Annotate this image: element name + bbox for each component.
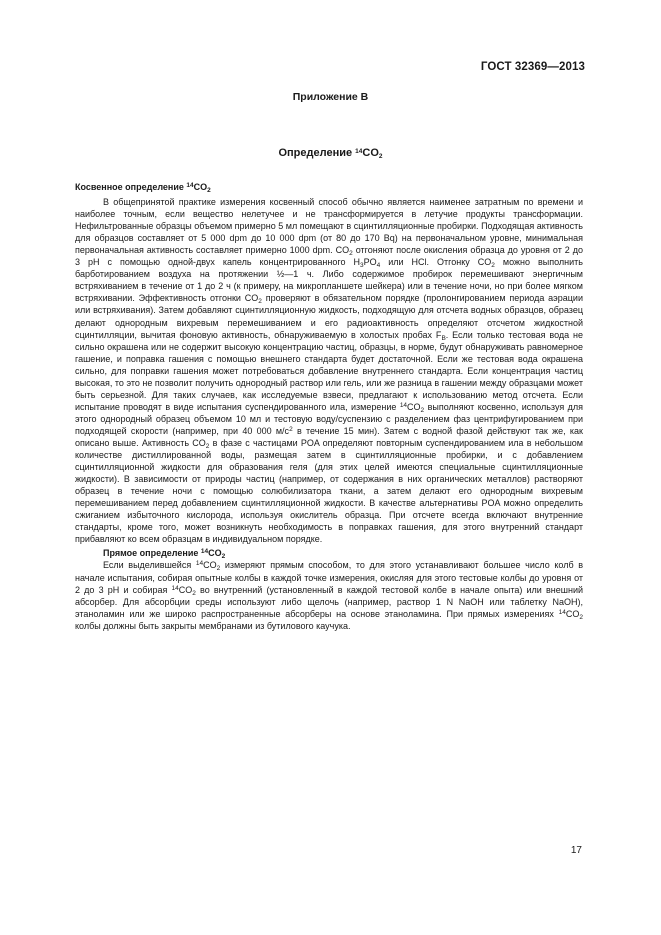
text-run: или HCl. Отгонку CO: [380, 257, 492, 268]
text-run: В общепринятой практике измерения косвенный способ обычно является наименее затратным по времени и наиболее точным, если вещество нелетучее и не трансформируется в летучие продукты трансформации. Нефильтрованные образцы объемом примерно 5 мл помещают в сцинтилляционные пробирки. Подходящая активность для образцов составляет от 5 000 dpm до 10 000 dpm (от 80 до 170 Bq) на первоначальном уровне, минимальная первоначальная активность составляет примерно 1000 dpm. CO: [75, 197, 583, 256]
section-title: [0, 147, 661, 159]
text-run: проверяют в обязательном порядке (пролонгированием периода аэрации или встряхивания). Затем добавляют сцинтилляционную жидкость, подходящую для отсчета водных образцов, образец делают однородным вихревым перемешиванием и его радиоактивность определяют отсчетом жидкостной сцинтилляции, вычитая фоновую активность, обнаруживаемую в холостых пробах F: [75, 293, 583, 340]
subscript: 2: [349, 250, 353, 258]
standard-code: ГОСТ 32369—2013: [480, 61, 585, 73]
title-formula: CO: [362, 147, 379, 159]
formula: CO: [203, 560, 217, 571]
indirect-heading-subscript: 2: [207, 187, 211, 194]
document-body: [75, 181, 583, 632]
isotope-superscript: 14: [195, 560, 204, 568]
text-run: выполняют косвенно, используя для этого однородный образец объемом 10 мл и тестовую воду/суспензию с разделением фаз центрифугированием при подходящей скорости (например, при 40 000 м/с: [75, 401, 584, 436]
subscript: 2: [205, 442, 210, 450]
direct-heading: [75, 547, 583, 559]
text-run: отгоняют после окисления образца до уровня от 2 до 3 pH с помощью одной-двух капель концентрированного H: [75, 245, 583, 268]
title-isotope: 14: [355, 148, 363, 155]
text-run: PO: [363, 257, 377, 268]
indirect-heading-formula: CO: [193, 182, 208, 192]
subscript: 2: [491, 262, 495, 270]
subscript: 3: [359, 262, 364, 270]
text-run: измеряют прямым способом, то для этого устанавливают большее число колб в начале испытания, собирая опытные колбы в каждой точке измерения, окисляя для этого тестовые колбы до уровня от 2 до 3 pH и собирая: [75, 560, 584, 595]
indirect-heading: [75, 181, 583, 193]
text-run: Если выделившейся: [103, 560, 196, 571]
subscript: 2: [579, 613, 583, 621]
direct-heading-text: Прямое определение: [103, 548, 201, 559]
indirect-heading-text: Косвенное определение: [75, 182, 187, 192]
formula: CO: [565, 608, 580, 619]
text-run: в течение 15 мин). Затем с водной фазой действуют так же, как описано выше. Активность CO: [75, 425, 583, 448]
title-text: Определение: [278, 147, 356, 159]
subscript: 2: [216, 565, 221, 573]
direct-heading-subscript: 2: [221, 553, 226, 561]
indirect-heading-isotope: 14: [186, 182, 194, 189]
indirect-paragraph: [75, 196, 583, 545]
isotope-superscript: 14: [171, 584, 179, 592]
page-number: 17: [570, 845, 582, 856]
appendix-label: Приложение В: [292, 91, 369, 103]
text-run: . Если только тестовая вода не сильно окрашена или не содержит высокую концентрацию частиц, образцы, в норме, будут обнаруживать равномерное гашение, и поправка гашения с помощью внешнего стандарта будет достаточной. Если же тестовая вода окрашена сильно, для поправки гашения может потребоваться добавление внутреннего стандарта. Если концентрация частиц высокая, то это не позволит получить однородный раствор или гель, или же разница в гашении между образцами может быть серьезной. Для таких случаев, как исследуемые взвеси, предлагают к использованию метод отсчета. Если испытание проводят в виде испытания суспендированного ила, измерение: [75, 329, 583, 412]
subscript: 2: [192, 589, 196, 597]
formula: CO: [407, 401, 421, 412]
direct-heading-formula: CO: [208, 548, 222, 559]
subscript: 2: [420, 406, 425, 414]
text-run: колбы должны быть закрыты мембранами из бутилового каучука.: [75, 620, 351, 631]
subscript: 2: [258, 298, 262, 306]
direct-heading-isotope: 14: [200, 548, 209, 556]
isotope-superscript: 14: [558, 608, 566, 616]
subscript: B: [441, 334, 446, 342]
superscript: 2: [289, 425, 293, 433]
direct-paragraph: [75, 559, 583, 631]
text-run: во внутренний (установленный в каждой тестовой колбе в начале опыта) или внешний абсорбер. Для абсорбции среды используют либо щелочь (например, раствор 1 N NaOH или таблетку NaOH), этаноламин или же широко распространенные абсорберы на основе этаноламина. При прямых измерениях: [75, 584, 584, 619]
title-subscript: 2: [378, 153, 383, 160]
text-run: можно выполнить барботированием воздуха на протяжении ½—1 ч. Либо содержимое пробирок перемешивают энергичным встряхиванием в течение от 1 до 2 ч (к примеру, на микропланшете шейкера) или в течение ночи, но при более мягком встряхивании. Эффективность отгонки CO: [75, 257, 583, 304]
subscript: 4: [376, 262, 381, 270]
formula: CO: [178, 584, 193, 595]
text-run: в фазе с частицами POA определяют повторным суспендированием ила в небольшом количестве дистиллированной воды, размещая затем в сцинтилляционные пробирки, и с добавлением сцинтилляционной жидкости для образования геля (для этих целей имеются специальные сцинтилляционные жидкости). В зависимости от природы частиц (например, от содержания в них органических металлов) растворяют образец в течение ночи с помощью солюбилизатора ткани, а затем делают его однородным вихревым перемешиванием перед добавлением сцинтилляционной жидкости. В качестве альтернативы POA можно определить сжиганием избыточного кислорода, используя окислитель образца. При отсчете всегда включают внутренние стандарты, кроме того, может возникнуть необходимость в поправках гашения, для этого внутренний стандарт прибавляют ко всем образцам в индивидуальном порядке.: [75, 437, 583, 545]
isotope-superscript: 14: [399, 401, 408, 409]
